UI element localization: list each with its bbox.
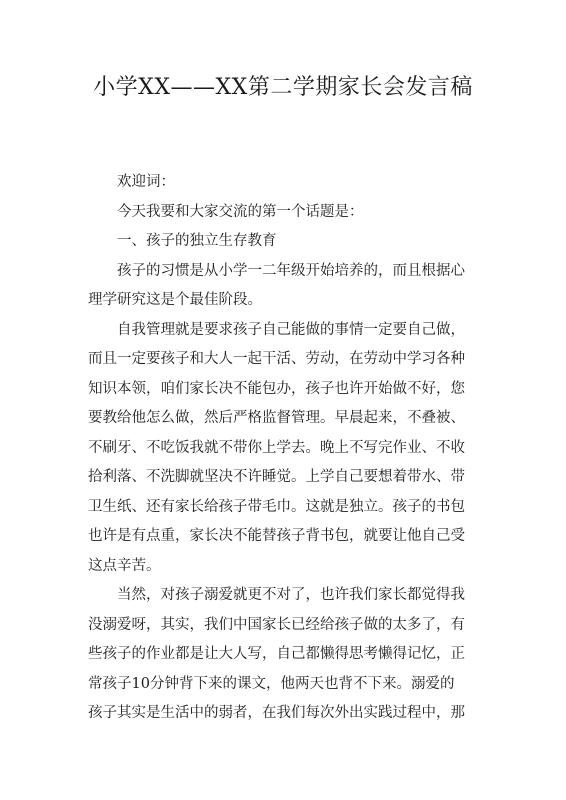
paragraph-line: 自我管理就是要求孩子自己能做的事情一定要自己做， — [117, 321, 465, 338]
paragraph-line: 拾利落、不洗脚就坚决不许睡觉。上学自己要想着带水、带 — [88, 469, 465, 485]
greeting-line: 欢迎词： — [117, 174, 175, 190]
topic-intro-line: 今天我要和大家交流的第一个话题是： — [117, 203, 364, 220]
paragraph-line: 这点辛苦。 — [88, 557, 161, 574]
paragraph-line: 也许是有点重，家长决不能替孩子背书包，就要让他自己受 — [88, 528, 465, 544]
paragraph-line: 而且一定要孩子和大人一起干活、劳动，在劳动中学习各种 — [88, 351, 465, 367]
paragraph-line: 没溺爱呀，其实，我们中国家长已经给孩子做的太多了，有 — [88, 616, 465, 633]
paragraph-line: 知识本领，咱们家长决不能包办，孩子也许开始做不好，您 — [88, 380, 465, 397]
paragraph-line: 孩子的习惯是从小学一二年级开始培养的，而且根据心 — [117, 262, 465, 279]
paragraph-line: 理学研究这是个最佳阶段。 — [88, 292, 262, 308]
section-heading: 一、孩子的独立生存教育 — [117, 233, 277, 249]
paragraph-line: 卫生纸、还有家长给孩子带毛巾。这就是独立。孩子的书包 — [88, 498, 465, 515]
document-body — [88, 168, 488, 729]
paragraph-line: 些孩子的作业都是让大人写，自己都懒得思考懒得记忆，正 — [88, 646, 465, 662]
document-title: 小学XX——XX第二学期家长会发言稿 — [93, 75, 473, 100]
paragraph-line: 常孩子10分钟背下来的课文，他两天也背不下来。溺爱的 — [88, 675, 455, 692]
paragraph-line: 当然，对孩子溺爱就更不对了，也许我们家长都觉得我 — [117, 587, 465, 603]
paragraph-line: 不刷牙、不吃饭我就不带你上学去。晚上不写完作业、不收 — [88, 439, 465, 456]
paragraph-line: 要教给他怎么做，然后严格监督管理。早晨起来，不叠被、 — [88, 410, 465, 426]
paragraph-line: 孩子其实是生活中的弱者，在我们每次外出实践过程中，那 — [88, 705, 465, 721]
